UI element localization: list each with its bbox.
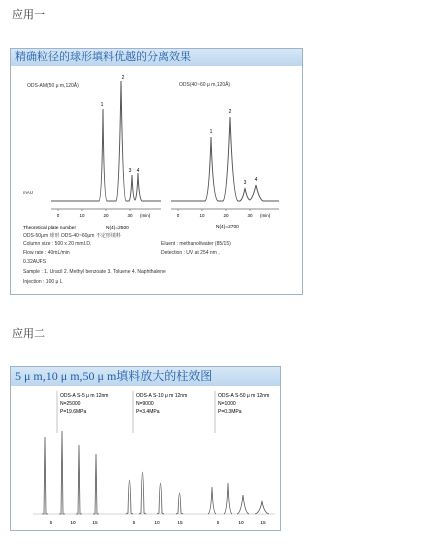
col3-plates: N=1000 — [218, 401, 236, 407]
right-peak-4: 4 — [254, 177, 258, 183]
right-peak-3: 3 — [243, 180, 247, 186]
right-plate-number: N(4)=2700 — [216, 225, 239, 230]
app1-figure — [10, 48, 303, 295]
left-peak-4: 4 — [136, 168, 140, 174]
right-tick-20: 20 — [223, 213, 229, 218]
col1-tick-15: 15 — [92, 521, 98, 526]
left-column-label: ODS-AM(50 μ m,120Å) — [27, 83, 79, 89]
col1-name: ODS-A S-5 μ m 12nm — [60, 393, 109, 399]
right-tick-10: 10 — [199, 213, 205, 218]
app1-heading: 应用一 — [12, 8, 45, 21]
left-tick-0: 0 — [56, 213, 60, 218]
plate-number-label: Theoretical plate number — [23, 226, 77, 231]
col2-tick-5: 5 — [132, 521, 136, 526]
right-column-label: ODS(40~60 μ m,120Å) — [179, 82, 231, 88]
condition-flow-rate: Flow rate : 40mL/min — [23, 250, 70, 256]
left-peak-3: 3 — [128, 168, 132, 174]
legend-line: ODS-50μm 球形 ODS-40~60μm 不定形填料 — [23, 233, 121, 239]
app2-chromatograms — [11, 367, 280, 530]
app1-chromatograms — [11, 49, 302, 294]
col1-tick-5: 5 — [49, 521, 53, 526]
left-peak-1: 1 — [100, 102, 104, 108]
condition-aufs: 0.32AUFS — [23, 259, 47, 265]
col3-tick-10: 10 — [238, 521, 244, 526]
left-x-unit: (min) — [140, 213, 151, 218]
app1-figure-title: 精确粒径的球形填料优越的分离效果 — [11, 49, 302, 66]
condition-injection: Injection : 100 μ L — [23, 279, 63, 285]
app2-heading: 应用二 — [12, 327, 45, 340]
col2-pressure: P=3.4MPa — [136, 409, 160, 415]
condition-column-size: Column size : 500 x 20 mmI.D. — [23, 241, 92, 247]
col1-pressure: P=19.6MPa — [60, 409, 87, 415]
col3-pressure: P=0.3MPa — [218, 409, 242, 415]
col3-name: ODS-A S-50 μ m 12nm — [218, 393, 270, 399]
trace-10um — [126, 472, 183, 514]
col2-tick-10: 10 — [154, 521, 160, 526]
app2-figure-title: 5 μ m,10 μ m,50 μ m填料放大的柱效图 — [11, 367, 280, 386]
left-trace — [51, 81, 161, 201]
condition-sample: Sample : 1. Uracil 2. Methyl benzoate 3. Toluene 4. Naphthalene — [23, 269, 166, 275]
col2-tick-15: 15 — [177, 521, 183, 526]
left-tick-10: 10 — [79, 213, 85, 218]
app2-figure — [10, 366, 281, 531]
right-tick-30: 30 — [247, 213, 253, 218]
condition-eluent: Eluent : methanol/water (85/15) — [161, 241, 231, 247]
trace-50um — [208, 483, 269, 514]
left-tick-20: 20 — [103, 213, 109, 218]
right-trace — [171, 117, 279, 201]
right-x-unit: (min) — [260, 213, 271, 218]
col1-plates: N=25000 — [60, 401, 81, 407]
right-tick-0: 0 — [176, 213, 180, 218]
col2-name: ODS-A S-10 μ m 12nm — [136, 393, 188, 399]
left-plate-number: N(4)=2500 — [106, 226, 129, 231]
right-peak-2: 2 — [228, 109, 232, 115]
col1-tick-10: 10 — [70, 521, 76, 526]
right-peak-1: 1 — [209, 129, 213, 135]
left-peak-2: 2 — [121, 75, 125, 81]
col3-tick-15: 15 — [260, 521, 266, 526]
left-y-marker: mAU — [23, 190, 33, 195]
condition-detection: Detection : UV at 254 nm , — [161, 250, 220, 256]
col3-tick-5: 5 — [216, 521, 220, 526]
col2-plates: N=9000 — [136, 401, 154, 407]
left-tick-30: 30 — [127, 213, 133, 218]
trace-5um — [42, 431, 99, 514]
